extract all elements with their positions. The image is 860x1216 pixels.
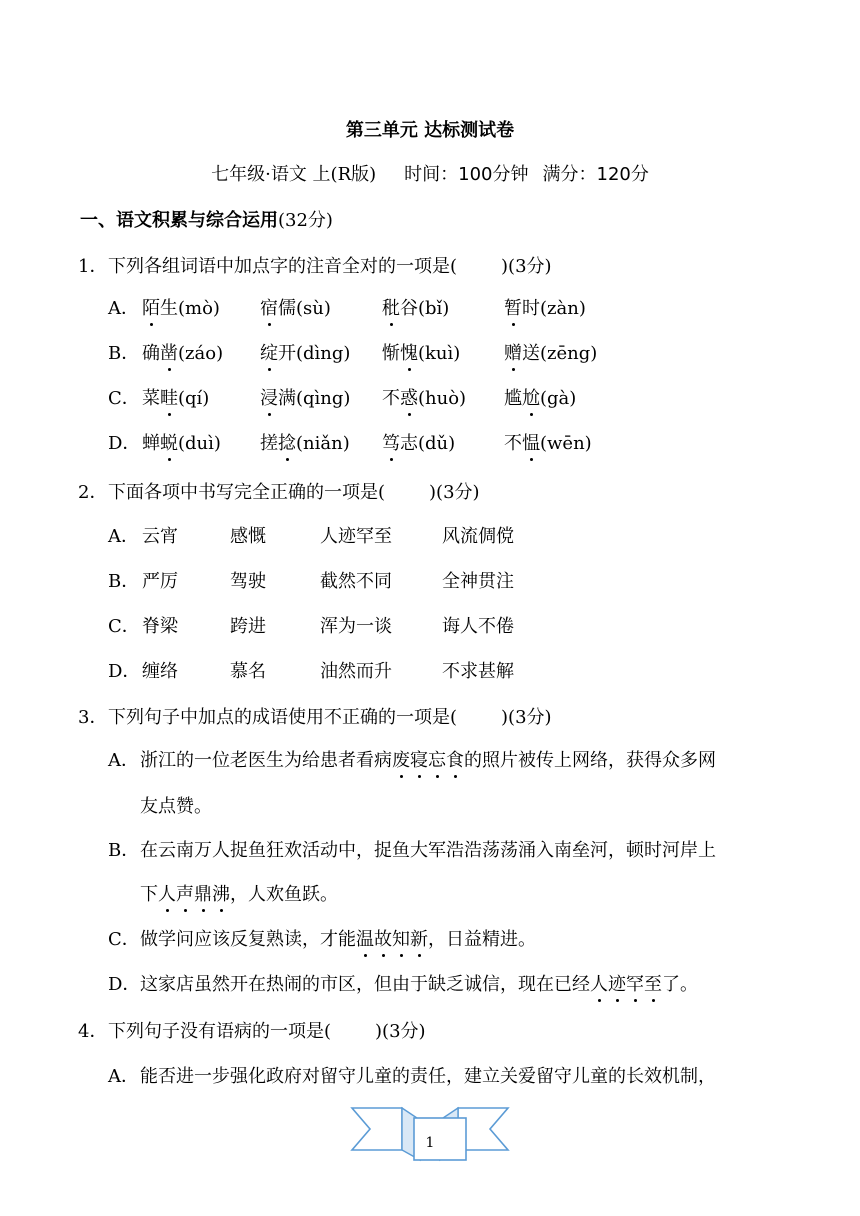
option-label: D． xyxy=(108,661,141,682)
option-label: B． xyxy=(108,571,140,592)
question-stem: 下列各组词语中加点字的注音全对的一项是( xyxy=(108,256,458,277)
q3-option-a-cont: 友点赞。 xyxy=(140,796,212,817)
page-number-ribbon xyxy=(348,1100,512,1166)
option-word: 不惑(huò) xyxy=(382,384,466,410)
dotted-word: 人声鼎沸 xyxy=(158,884,230,905)
option-word: 缠络 xyxy=(142,661,178,682)
question-2 xyxy=(78,478,480,504)
option-word: 搓捻(niǎn) xyxy=(260,429,350,455)
option-word: 严厉 xyxy=(142,571,178,592)
option-label: B． xyxy=(108,343,140,364)
section-title: 一、语文积累与综合运用 xyxy=(80,210,278,231)
q1-option-c xyxy=(108,384,577,410)
dotted-word: 废寝忘食 xyxy=(392,750,464,771)
option-word: 确凿(záo) xyxy=(142,339,223,365)
option-label: B． xyxy=(108,840,140,861)
question-number: 3． xyxy=(78,707,108,728)
option-word: 不愠(wēn) xyxy=(504,429,592,455)
dotted-word: 温故知新 xyxy=(356,929,428,950)
option-word: 截然不同 xyxy=(320,571,392,592)
option-word: 云宵 xyxy=(142,526,178,547)
option-label: D． xyxy=(108,433,141,454)
question-points: )(3分) xyxy=(501,256,552,277)
q1-option-a xyxy=(108,294,586,320)
option-word: 不求甚解 xyxy=(442,661,514,682)
option-word: 笃志(dǔ) xyxy=(382,429,455,455)
question-stem: 下列句子中加点的成语使用不正确的一项是( xyxy=(108,707,458,728)
question-points: )(3分) xyxy=(429,482,480,503)
option-label: C． xyxy=(108,929,140,950)
option-word: 宿儒(sù) xyxy=(260,294,331,320)
option-word: 诲人不倦 xyxy=(442,616,514,637)
q3-option-c: C．做学问应该反复熟读，才能温故知新，日益精进。 xyxy=(108,925,788,951)
option-word: 惭愧(kuì) xyxy=(382,339,460,365)
page-title: 第三单元 达标测试卷 xyxy=(345,120,515,141)
option-word: 绽开(dìng) xyxy=(260,339,350,365)
q3-option-b: B．在云南万人捉鱼狂欢活动中，捉鱼大军浩浩荡荡涌入南垒河，顿时河岸上 xyxy=(108,836,788,862)
option-word: 脊梁 xyxy=(142,616,178,637)
q2-option-a xyxy=(108,522,514,548)
q1-option-b xyxy=(108,339,598,365)
ribbon-left-tail xyxy=(352,1108,402,1150)
question-number: 4． xyxy=(78,1021,108,1042)
score-label: 满分： xyxy=(542,164,597,185)
question-points: )(3分) xyxy=(501,707,552,728)
question-points: )(3分) xyxy=(375,1021,426,1042)
question-3 xyxy=(78,703,552,729)
exam-info xyxy=(0,160,860,186)
option-word: 油然而升 xyxy=(320,661,392,682)
option-word: 暂时(zàn) xyxy=(504,294,586,320)
option-word: 驾驶 xyxy=(230,571,266,592)
option-label: A． xyxy=(108,298,139,319)
option-word: 慕名 xyxy=(230,661,266,682)
question-1 xyxy=(78,252,552,278)
option-label: C． xyxy=(108,616,140,637)
option-word: 浸满(qìng) xyxy=(260,384,350,410)
option-word: 跨进 xyxy=(230,616,266,637)
page-number: 1 xyxy=(425,1135,435,1151)
option-word: 人迹罕至 xyxy=(320,526,392,547)
ribbon-center xyxy=(414,1118,466,1160)
option-word: 浑为一谈 xyxy=(320,616,392,637)
question-number: 1． xyxy=(78,256,108,277)
question-number: 2． xyxy=(78,482,108,503)
option-label: A． xyxy=(108,750,139,771)
score-value: 120分 xyxy=(596,164,649,185)
q2-option-c xyxy=(108,612,514,638)
q4-option-a: A．能否进一步强化政府对留守儿童的责任，建立关爱留守儿童的长效机制， xyxy=(108,1062,788,1088)
q2-option-d xyxy=(108,657,514,683)
section-heading xyxy=(80,206,333,232)
q3-option-d: D．这家店虽然开在热闹的市区，但由于缺乏诚信，现在已经人迹罕至了。 xyxy=(108,970,788,996)
q3-option-a: A．浙江的一位老医生为给患者看病废寝忘食的照片被传上网络，获得众多网 xyxy=(108,746,788,772)
option-word: 全神贯注 xyxy=(442,571,514,592)
option-label: C． xyxy=(108,388,140,409)
dotted-word: 人迹罕至 xyxy=(590,974,662,995)
option-label: D． xyxy=(108,974,141,995)
option-word: 尴尬(gà) xyxy=(504,384,576,410)
q2-option-b xyxy=(108,567,514,593)
option-word: 赠送(zēng) xyxy=(504,339,597,365)
option-word: 秕谷(bǐ) xyxy=(382,294,449,320)
option-word: 菜畦(qí) xyxy=(142,384,209,410)
question-4 xyxy=(78,1017,426,1043)
option-word: 蝉蜕(duì) xyxy=(142,429,221,455)
option-word: 感慨 xyxy=(230,526,266,547)
time-value: 100分钟 xyxy=(458,164,529,185)
option-word: 风流倜傥 xyxy=(442,526,514,547)
option-word: 陌生(mò) xyxy=(142,294,220,320)
option-label: A． xyxy=(108,1066,139,1087)
option-label: A． xyxy=(108,526,139,547)
section-points: (32分) xyxy=(278,210,333,231)
question-stem: 下面各项中书写完全正确的一项是( xyxy=(108,482,386,503)
question-stem: 下列句子没有语病的一项是( xyxy=(108,1021,332,1042)
time-label: 时间： xyxy=(404,164,459,185)
q3-option-b-cont: 下人声鼎沸，人欢鱼跃。 xyxy=(140,880,338,906)
grade-subject: 七年级·语文 上(R版) xyxy=(211,164,377,185)
q1-option-d xyxy=(108,429,592,455)
